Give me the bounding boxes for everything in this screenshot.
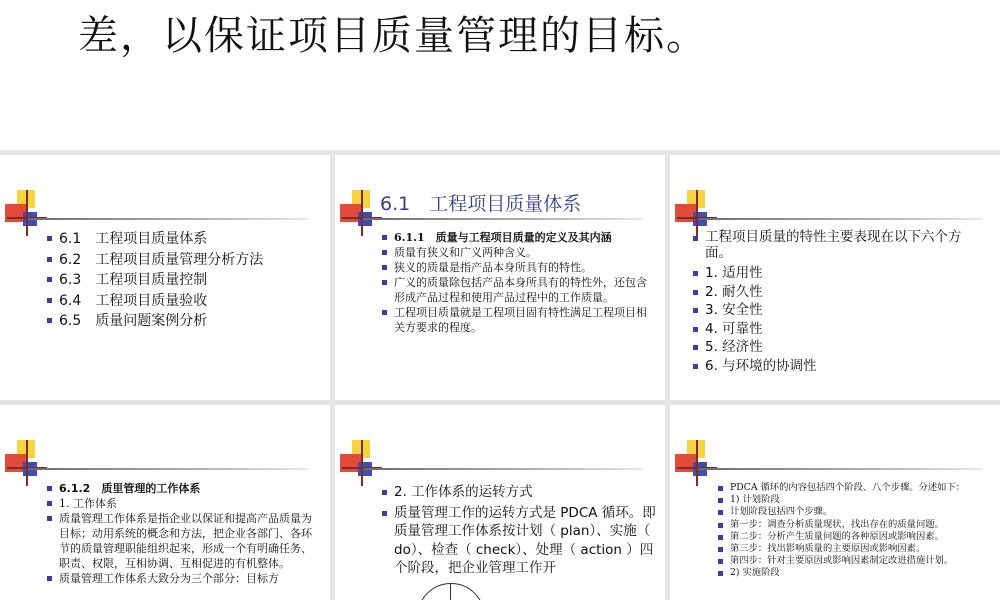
slide-title: 6.1 工程项目质量体系	[380, 193, 582, 215]
list-item: 1. 工作体系	[47, 496, 319, 511]
list-item: 6.1.1 质量与工程项目质量的定义及其内涵	[382, 230, 654, 245]
slide-logo-icon	[340, 440, 382, 486]
list-item: 第二步：分析产生质量问题的各种原因或影响因素。	[718, 531, 990, 543]
pdca-cycle-diagram	[417, 583, 485, 600]
list-item: PDCA 循环的内容包括四个阶段、八个步骤。分述如下：	[718, 482, 990, 494]
list-item: 工程项目质量的特性主要表现在以下六个方面。	[693, 229, 988, 261]
top-heading: 差，以保证项目质量管理的目标。	[78, 13, 708, 59]
list-item: 第三步：找出影响质量的主要原因或影响因素。	[718, 543, 990, 555]
list-item: 6. 与环境的协调性	[693, 357, 988, 376]
list-item: 2. 工作体系的运转方式	[382, 483, 656, 502]
list-item: 质量有狭义和广义两种含义。	[382, 245, 654, 260]
list-item: 广义的质量除包括产品本身所具有的特性外，还包含形成产品过程和使用产品过程中的工作质量。	[382, 275, 654, 305]
slide-thumbnail-2[interactable]	[335, 155, 665, 400]
title-rule	[698, 468, 983, 470]
list-item: 6.1 工程项目质量体系	[47, 229, 317, 250]
list-item: 计划阶段包括四个步骤。	[718, 506, 990, 518]
list-item: 质量管理工作体系大致分为三个部分：目标方	[47, 571, 319, 586]
slide-thumbnail-4[interactable]	[0, 405, 330, 600]
slide-logo-icon	[5, 190, 47, 236]
slide-logo-icon	[340, 190, 382, 236]
slide-logo-icon	[675, 440, 717, 486]
title-rule	[363, 468, 643, 470]
list-item: 1. 适用性	[693, 264, 988, 283]
slide-logo-icon	[5, 440, 47, 486]
bullet-list	[382, 230, 654, 335]
bullet-list	[382, 483, 656, 578]
bullet-list	[47, 481, 319, 586]
list-item: 5. 经济性	[693, 338, 988, 357]
list-item: 6.4 工程项目质量验收	[47, 291, 317, 312]
slide-thumbnail-3[interactable]	[670, 155, 1000, 400]
list-item: 1) 计划阶段	[718, 494, 990, 506]
list-item: 3. 安全性	[693, 301, 988, 320]
list-item: 质量管理工作体系是指企业以保证和提高产品质量为目标；动用系统的概念和方法，把企业各部门、各环节的质量管理职能组织起来，形成一个有明确任务、职责、权限，互相协调、互相促进的有机整体。	[47, 511, 319, 571]
list-item: 狭义的质量是指产品本身所具有的特性。	[382, 260, 654, 275]
list-item: 第四步：针对主要原因或影响因素制定改进措施计划。	[718, 555, 990, 567]
list-item: 2) 实施阶段	[718, 567, 990, 579]
title-rule	[698, 218, 983, 220]
bullet-list	[693, 229, 988, 375]
title-rule	[28, 468, 308, 470]
list-item: 工程项目质量就是工程项目固有特性满足工程项目相关方要求的程度。	[382, 305, 654, 335]
list-item: 2. 耐久性	[693, 283, 988, 302]
list-item: 6.1.2 质里管理的工作体系	[47, 481, 319, 496]
title-rule	[28, 218, 308, 220]
title-rule	[363, 218, 643, 220]
slide-thumbnail-6[interactable]	[670, 405, 1000, 600]
bullet-list	[47, 229, 317, 332]
bullet-list	[718, 482, 990, 580]
list-item: 第一步：调查分析质量现状，找出存在的质量问题。	[718, 519, 990, 531]
list-item: 质量管理工作的运转方式是 PDCA 循环。即质量管理工作体系按计划（ plan）、实施（ do）、检查（ check）、处理（ action ）四个阶段，把企业管理工作开	[382, 504, 656, 578]
slide-thumbnail-5[interactable]	[335, 405, 665, 600]
list-item: 4. 可靠性	[693, 320, 988, 339]
slide-thumbnail-1[interactable]	[0, 155, 330, 400]
top-slide-fragment	[0, 0, 1000, 150]
list-item: 6.3 工程项目质量控制	[47, 270, 317, 291]
list-item: 6.5 质量问题案例分析	[47, 311, 317, 332]
list-item: 6.2 工程项目质量管理分析方法	[47, 250, 317, 271]
